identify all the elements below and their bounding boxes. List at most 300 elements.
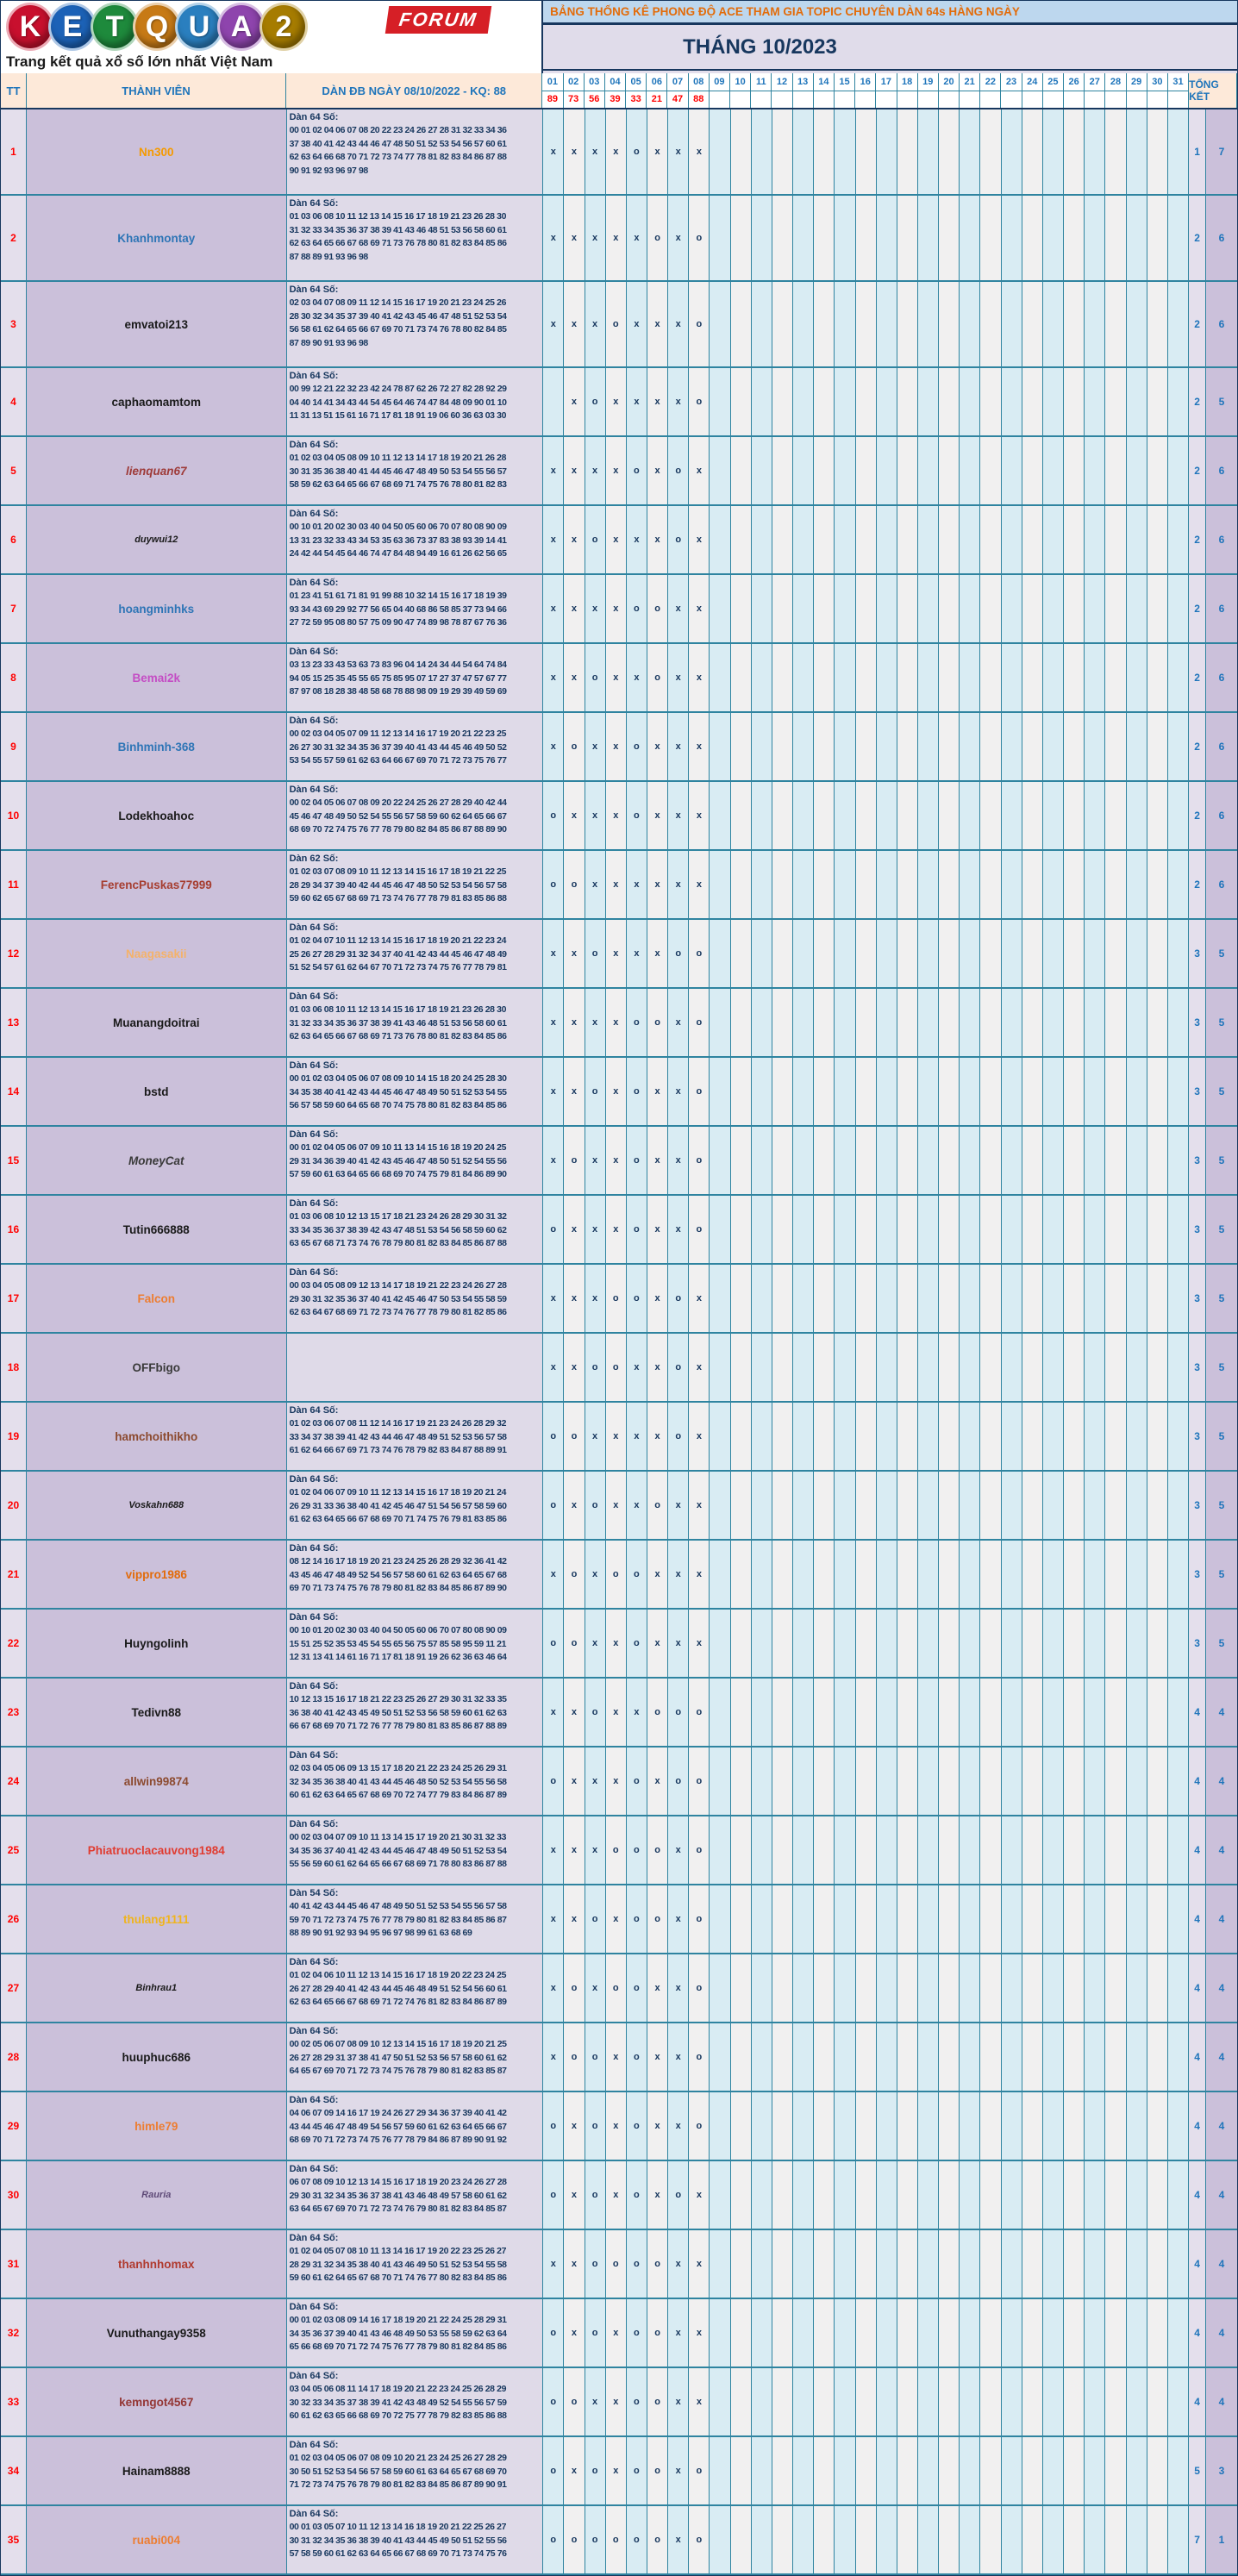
- day-mark-cell: x: [543, 1816, 564, 1884]
- member-name[interactable]: Binhminh-368: [27, 713, 287, 780]
- day-mark-cell: [814, 2230, 835, 2298]
- day-mark-cell: [752, 1265, 772, 1332]
- day-mark-cell: [1043, 2161, 1064, 2229]
- day-mark-cell: [1064, 1127, 1085, 1194]
- dan-line: 04 40 14 41 34 43 44 54 45 64 46 74 47 84 48 09 90 01 10: [289, 397, 507, 408]
- day-mark-cell: [731, 282, 752, 366]
- day-mark-cell: [897, 713, 918, 780]
- day-mark-cell: [814, 2437, 835, 2504]
- day-mark-cell: x: [647, 2161, 668, 2229]
- total-miss-count: 3: [1189, 1610, 1206, 1677]
- total-miss-count: 4: [1189, 2092, 1206, 2160]
- day-mark-cell: x: [668, 2368, 689, 2435]
- day-mark-cell: [1064, 989, 1085, 1056]
- day-mark-cell: [835, 2092, 855, 2160]
- day-mark-cell: [939, 2506, 960, 2573]
- dan-cell: [287, 1334, 544, 1401]
- day-mark-cell: [960, 2299, 980, 2367]
- member-name[interactable]: himle79: [27, 2092, 287, 2160]
- dan-cell: [287, 1885, 544, 1953]
- day-mark-cell: [960, 644, 980, 711]
- day-mark-cell: [918, 1885, 939, 1953]
- day-mark-cell: [939, 1403, 960, 1470]
- day-mark-cell: [1002, 2437, 1022, 2504]
- row-index: 6: [1, 506, 27, 573]
- member-name[interactable]: Muanangdoitrai: [27, 989, 287, 1056]
- day-mark-cell: [980, 2161, 1001, 2229]
- day-mark-cell: [1085, 506, 1105, 573]
- day-mark-cell: [752, 1816, 772, 1884]
- total-miss-count: 2: [1189, 713, 1206, 780]
- day-mark-cell: [772, 920, 793, 987]
- day-mark-cell: x: [585, 1127, 606, 1194]
- day-mark-cell: [856, 575, 877, 642]
- member-name[interactable]: hoangminhks: [27, 575, 287, 642]
- table-row: [1, 2368, 1237, 2437]
- dan-cell: [287, 282, 544, 366]
- day-mark-cell: [710, 575, 730, 642]
- day-mark-cell: [939, 196, 960, 280]
- member-name[interactable]: vippro1986: [27, 1541, 287, 1608]
- day-mark-cell: x: [627, 1334, 647, 1401]
- row-index: 16: [1, 1196, 27, 1263]
- day-header: 11: [751, 73, 772, 91]
- day-mark-cell: [710, 2506, 730, 2573]
- day-mark-cell: [918, 1265, 939, 1332]
- dan-line: 02 03 04 07 08 09 11 12 14 15 16 17 19 20 21 23 24 25 26: [289, 297, 507, 308]
- dan-line: 60 61 62 63 64 65 67 68 69 70 72 74 77 79 83 84 86 87 89: [289, 1790, 507, 1800]
- day-mark-cell: [897, 1610, 918, 1677]
- day-mark-cell: o: [564, 2506, 585, 2573]
- day-mark-cell: o: [668, 1403, 689, 1470]
- dan-title: Dàn 64 Số:: [289, 371, 339, 381]
- day-mark-cell: [1105, 1196, 1126, 1263]
- day-mark-cell: [1064, 2368, 1085, 2435]
- day-mark-cell: [752, 196, 772, 280]
- row-index: 9: [1, 713, 27, 780]
- day-mark-cell: [752, 1127, 772, 1194]
- day-mark-cell: x: [543, 196, 564, 280]
- total-hit-count: 6: [1206, 196, 1237, 280]
- day-mark-cell: x: [668, 109, 689, 194]
- day-mark-cell: [835, 2437, 855, 2504]
- day-mark-cell: [772, 506, 793, 573]
- total-hit-count: 5: [1206, 989, 1237, 1056]
- day-mark-cell: [1147, 437, 1168, 504]
- day-mark-cell: x: [585, 109, 606, 194]
- day-mark-cell: [1147, 506, 1168, 573]
- day-mark-cell: o: [689, 1954, 710, 2022]
- member-name[interactable]: Naagasakii: [27, 920, 287, 987]
- day-mark-cell: [814, 2161, 835, 2229]
- table-row: [1, 1885, 1237, 1954]
- dan-cell: [287, 1058, 544, 1125]
- day-mark-cell: [1147, 109, 1168, 194]
- day-mark-cell: [1002, 1748, 1022, 1815]
- day-mark-cell: [1127, 2437, 1147, 2504]
- member-name[interactable]: lienquan67: [27, 437, 287, 504]
- member-name[interactable]: Hainam8888: [27, 2437, 287, 2504]
- total-hit-count: 5: [1206, 1127, 1237, 1194]
- member-name[interactable]: Tedivn88: [27, 1679, 287, 1746]
- day-mark-cell: [1022, 1748, 1043, 1815]
- table-row: [1, 2092, 1237, 2161]
- day-mark-cell: o: [689, 368, 710, 435]
- member-name[interactable]: FerencPuskas77999: [27, 851, 287, 918]
- day-mark-cell: [1064, 2092, 1085, 2160]
- member-name[interactable]: emvatoi213: [27, 282, 287, 366]
- total-miss-count: 2: [1189, 196, 1206, 280]
- day-mark-cell: x: [668, 644, 689, 711]
- day-mark-cell: [752, 2023, 772, 2091]
- day-mark-cell: [793, 1679, 814, 1746]
- member-name[interactable]: Voskahn688: [27, 1472, 287, 1539]
- day-mark-cell: [918, 851, 939, 918]
- day-result: 56: [585, 91, 605, 108]
- day-mark-cell: [835, 1127, 855, 1194]
- day-mark-cell: [918, 2092, 939, 2160]
- dan-line: 01 23 41 51 61 71 81 91 99 88 10 32 14 15 16 17 18 19 39: [289, 591, 507, 601]
- day-numbers-row: [542, 73, 1189, 91]
- dan-line: 43 44 45 46 47 48 49 54 56 57 59 60 61 62 63 64 65 66 67: [289, 2121, 507, 2132]
- day-mark-cell: [1147, 1748, 1168, 1815]
- day-mark-cell: [939, 1265, 960, 1332]
- total-miss-count: 3: [1189, 989, 1206, 1056]
- member-name[interactable]: thulang1111: [27, 1885, 287, 1953]
- day-mark-cell: [1022, 2299, 1043, 2367]
- row-index: 25: [1, 1816, 27, 1884]
- day-mark-cell: [1105, 713, 1126, 780]
- day-mark-cell: [980, 1196, 1001, 1263]
- day-mark-cell: o: [543, 1610, 564, 1677]
- day-mark-cell: [1064, 2023, 1085, 2091]
- day-mark-cell: x: [668, 575, 689, 642]
- day-mark-cell: [835, 1334, 855, 1401]
- table-row: [1, 2437, 1237, 2506]
- day-mark-cell: x: [668, 713, 689, 780]
- day-mark-cell: [1105, 1885, 1126, 1953]
- day-mark-cell: [1022, 851, 1043, 918]
- row-index: 26: [1, 1885, 27, 1953]
- day-mark-cell: o: [585, 1058, 606, 1125]
- day-mark-cell: x: [543, 989, 564, 1056]
- day-mark-cell: [1022, 1472, 1043, 1539]
- total-hit-count: 5: [1206, 368, 1237, 435]
- dan-line: 00 10 01 20 02 30 03 40 04 50 05 60 06 70 07 80 08 90 09: [289, 522, 507, 532]
- table-header: [1, 73, 1237, 109]
- day-mark-cell: [710, 1196, 730, 1263]
- member-name[interactable]: Khanhmontay: [27, 196, 287, 280]
- day-mark-cell: [1002, 1265, 1022, 1332]
- day-mark-cell: [1022, 1816, 1043, 1884]
- dan-cell: [287, 851, 544, 918]
- day-mark-cell: [1002, 989, 1022, 1056]
- day-mark-cell: [1002, 1196, 1022, 1263]
- table-row: [1, 368, 1237, 437]
- day-mark-cell: [897, 575, 918, 642]
- day-header: 04: [605, 73, 626, 91]
- member-name[interactable]: MoneyCat: [27, 1127, 287, 1194]
- day-mark-cell: [877, 851, 897, 918]
- member-name[interactable]: Nn300: [27, 109, 287, 194]
- day-mark-cell: [1168, 506, 1189, 573]
- day-mark-cell: [897, 282, 918, 366]
- day-mark-cell: [793, 1885, 814, 1953]
- day-mark-cell: [980, 989, 1001, 1056]
- day-mark-cell: [793, 782, 814, 849]
- day-mark-cell: [1147, 2023, 1168, 2091]
- member-name[interactable]: Tutin666888: [27, 1196, 287, 1263]
- day-mark-cell: [1022, 368, 1043, 435]
- day-mark-cell: [1147, 368, 1168, 435]
- day-header: 12: [772, 73, 792, 91]
- day-mark-cell: [939, 782, 960, 849]
- logo-letter-icon: Q: [133, 3, 181, 51]
- total-hit-count: 4: [1206, 1748, 1237, 1815]
- day-mark-cell: x: [627, 506, 647, 573]
- day-mark-cell: [731, 989, 752, 1056]
- day-mark-cell: [1105, 782, 1126, 849]
- dan-cell: [287, 506, 544, 573]
- member-name[interactable]: Vunuthangay9358: [27, 2299, 287, 2367]
- day-mark-cell: [814, 989, 835, 1056]
- day-mark-cell: [1127, 851, 1147, 918]
- logo-balls-icon: [6, 3, 302, 51]
- day-mark-cell: o: [564, 1954, 585, 2022]
- dan-cell: [287, 575, 544, 642]
- day-mark-cell: [1127, 437, 1147, 504]
- day-mark-cell: o: [543, 2161, 564, 2229]
- day-mark-cell: [793, 109, 814, 194]
- dan-title: Dàn 64 Số:: [289, 1405, 339, 1416]
- dan-line: 30 31 32 34 35 36 38 39 40 41 43 44 45 49 50 51 52 55 56: [289, 2535, 507, 2546]
- member-name[interactable]: Bemai2k: [27, 644, 287, 711]
- member-name[interactable]: thanhnhomax: [27, 2230, 287, 2298]
- day-mark-cell: [918, 1679, 939, 1746]
- day-mark-cell: [1105, 196, 1126, 280]
- day-mark-cell: o: [543, 2299, 564, 2367]
- day-mark-cell: [752, 1541, 772, 1608]
- dan-line: 63 65 67 68 71 73 74 76 78 79 80 81 82 83 84 85 86 87 88: [289, 1238, 507, 1248]
- day-result: [876, 91, 897, 108]
- row-index: 8: [1, 644, 27, 711]
- day-mark-cell: [1168, 1610, 1189, 1677]
- day-mark-cell: o: [543, 2437, 564, 2504]
- day-mark-cell: [1147, 2230, 1168, 2298]
- day-mark-cell: o: [689, 2437, 710, 2504]
- day-mark-cell: [814, 920, 835, 987]
- day-mark-cell: x: [585, 437, 606, 504]
- day-mark-cell: [918, 1403, 939, 1470]
- day-mark-cell: [856, 1058, 877, 1125]
- dan-line: 25 26 27 28 29 31 32 34 37 40 41 42 43 44 45 46 47 48 49: [289, 948, 507, 960]
- day-mark-cell: [1002, 1816, 1022, 1884]
- day-mark-cell: [980, 1748, 1001, 1815]
- day-mark-cell: [1127, 196, 1147, 280]
- day-mark-cell: [1043, 1679, 1064, 1746]
- day-mark-cell: [793, 2161, 814, 2229]
- day-mark-cell: o: [689, 989, 710, 1056]
- day-mark-cell: [877, 989, 897, 1056]
- day-mark-cell: x: [564, 1748, 585, 1815]
- day-mark-cell: [897, 782, 918, 849]
- total-hit-count: 5: [1206, 1403, 1237, 1470]
- day-mark-cell: [980, 1403, 1001, 1470]
- day-mark-cell: x: [647, 368, 668, 435]
- day-mark-cell: x: [543, 2230, 564, 2298]
- day-mark-cell: o: [585, 1679, 606, 1746]
- day-mark-cell: [731, 713, 752, 780]
- dan-line: 30 31 35 36 38 40 41 44 45 46 47 48 49 50 53 54 55 56 57: [289, 466, 507, 477]
- dan-cell: [287, 2230, 544, 2298]
- member-name[interactable]: hamchoithikho: [27, 1403, 287, 1470]
- dan-line: 13 31 23 32 33 43 34 53 35 63 36 73 37 83 38 93 39 14 41: [289, 535, 507, 546]
- day-mark-cell: [793, 575, 814, 642]
- day-mark-cell: [918, 713, 939, 780]
- day-mark-cell: [1085, 713, 1105, 780]
- day-mark-cell: o: [668, 1334, 689, 1401]
- day-mark-cell: x: [564, 644, 585, 711]
- total-miss-count: 3: [1189, 1058, 1206, 1125]
- day-mark-cell: [814, 2368, 835, 2435]
- day-mark-cell: [1064, 1403, 1085, 1470]
- day-mark-cell: [793, 989, 814, 1056]
- day-mark-cell: x: [585, 782, 606, 849]
- day-mark-cell: [772, 2161, 793, 2229]
- day-mark-cell: [793, 2230, 814, 2298]
- dan-line: 68 69 70 72 74 75 76 77 78 79 80 82 84 85 86 87 88 89 90: [289, 824, 507, 835]
- day-mark-cell: [856, 1472, 877, 1539]
- member-name[interactable]: ruabi004: [27, 2506, 287, 2573]
- day-mark-cell: x: [647, 920, 668, 987]
- day-header: 24: [1022, 73, 1043, 91]
- member-name[interactable]: Falcon: [27, 1265, 287, 1332]
- member-name[interactable]: duywui12: [27, 506, 287, 573]
- member-name[interactable]: bstd: [27, 1058, 287, 1125]
- day-mark-cell: x: [606, 644, 627, 711]
- day-mark-cell: [1064, 1196, 1085, 1263]
- day-mark-cell: [877, 782, 897, 849]
- day-mark-cell: [1043, 1058, 1064, 1125]
- dan-line: 87 88 89 91 93 96 98: [289, 251, 368, 262]
- day-mark-cell: [980, 437, 1001, 504]
- day-mark-cell: [877, 1127, 897, 1194]
- day-columns-header: [542, 73, 1189, 108]
- member-name[interactable]: Binhrau1: [27, 1954, 287, 2022]
- day-mark-cell: [1043, 1334, 1064, 1401]
- day-mark-cell: [856, 1954, 877, 2022]
- day-mark-cell: [1127, 1954, 1147, 2022]
- day-mark-cell: [1127, 506, 1147, 573]
- total-miss-count: 7: [1189, 2506, 1206, 2573]
- day-mark-cell: [980, 920, 1001, 987]
- member-name[interactable]: huuphuc686: [27, 2023, 287, 2091]
- day-result: [1147, 91, 1168, 108]
- dan-title: Dàn 64 Số:: [289, 2302, 339, 2312]
- member-name[interactable]: kemngot4567: [27, 2368, 287, 2435]
- dan-line: 68 69 70 71 72 73 74 75 76 77 78 79 84 86 87 89 90 91 92: [289, 2135, 507, 2145]
- member-name[interactable]: Rauria: [27, 2161, 287, 2229]
- day-mark-cell: [1168, 1058, 1189, 1125]
- day-mark-cell: [856, 782, 877, 849]
- day-mark-cell: [1022, 1196, 1043, 1263]
- member-name[interactable]: allwin99874: [27, 1748, 287, 1815]
- day-mark-cell: x: [668, 1127, 689, 1194]
- day-mark-cell: [752, 1058, 772, 1125]
- day-mark-cell: [1147, 989, 1168, 1056]
- dan-title: Dàn 64 Số:: [289, 1129, 339, 1140]
- day-mark-cell: [710, 506, 730, 573]
- day-mark-cell: [752, 1748, 772, 1815]
- day-mark-cell: [752, 989, 772, 1056]
- member-name[interactable]: caphaomamtom: [27, 368, 287, 435]
- day-mark-cell: [1168, 1196, 1189, 1263]
- day-mark-cell: x: [668, 1196, 689, 1263]
- day-mark-cell: [960, 368, 980, 435]
- day-mark-cell: x: [668, 851, 689, 918]
- day-mark-cell: [814, 1610, 835, 1677]
- day-mark-cell: [1147, 644, 1168, 711]
- total-hit-count: 4: [1206, 1885, 1237, 1953]
- day-mark-cell: [1064, 1679, 1085, 1746]
- day-mark-cell: [710, 2437, 730, 2504]
- day-mark-cell: [835, 2023, 855, 2091]
- day-mark-cell: [710, 989, 730, 1056]
- day-mark-cell: [1043, 920, 1064, 987]
- day-mark-cell: [793, 920, 814, 987]
- day-mark-cell: [731, 851, 752, 918]
- day-mark-cell: [960, 282, 980, 366]
- day-mark-cell: [1127, 1265, 1147, 1332]
- day-mark-cell: [918, 1127, 939, 1194]
- day-mark-cell: o: [668, 437, 689, 504]
- day-mark-cell: [731, 1610, 752, 1677]
- dan-line: 87 97 08 18 28 38 48 58 68 78 88 98 09 19 29 39 49 59 69: [289, 686, 507, 697]
- day-mark-cell: [1147, 196, 1168, 280]
- day-mark-cell: [752, 506, 772, 573]
- total-miss-count: 3: [1189, 1334, 1206, 1401]
- day-mark-cell: [1127, 1403, 1147, 1470]
- day-result: [1043, 91, 1064, 108]
- day-mark-cell: [1043, 2506, 1064, 2573]
- day-mark-cell: x: [564, 109, 585, 194]
- member-name[interactable]: Lodekhoahoc: [27, 782, 287, 849]
- day-mark-cell: [835, 575, 855, 642]
- member-name[interactable]: Phiatruoclacauvong1984: [27, 1816, 287, 1884]
- day-mark-cell: [835, 109, 855, 194]
- member-name[interactable]: Huyngolinh: [27, 1610, 287, 1677]
- day-mark-cell: o: [627, 575, 647, 642]
- day-mark-cell: [1147, 2368, 1168, 2435]
- day-mark-cell: [772, 1403, 793, 1470]
- member-name[interactable]: OFFbigo: [27, 1334, 287, 1401]
- day-mark-cell: [710, 2161, 730, 2229]
- day-mark-cell: [980, 2437, 1001, 2504]
- day-mark-cell: [897, 989, 918, 1056]
- day-mark-cell: [960, 2437, 980, 2504]
- day-mark-cell: o: [585, 1472, 606, 1539]
- day-mark-cell: [897, 2023, 918, 2091]
- row-index: 5: [1, 437, 27, 504]
- day-mark-cell: o: [543, 1196, 564, 1263]
- day-mark-cell: [1147, 1403, 1168, 1470]
- day-mark-cell: [1043, 2299, 1064, 2367]
- day-mark-cell: [939, 1816, 960, 1884]
- dan-line: 69 70 71 73 74 75 76 78 79 80 81 82 83 84 85 86 87 89 90: [289, 1583, 507, 1593]
- dan-line: 62 63 64 65 66 67 68 69 71 73 76 78 80 81 82 83 84 85 86: [289, 238, 507, 248]
- day-mark-cell: o: [647, 575, 668, 642]
- dan-title: Dàn 64 Số:: [289, 2509, 339, 2519]
